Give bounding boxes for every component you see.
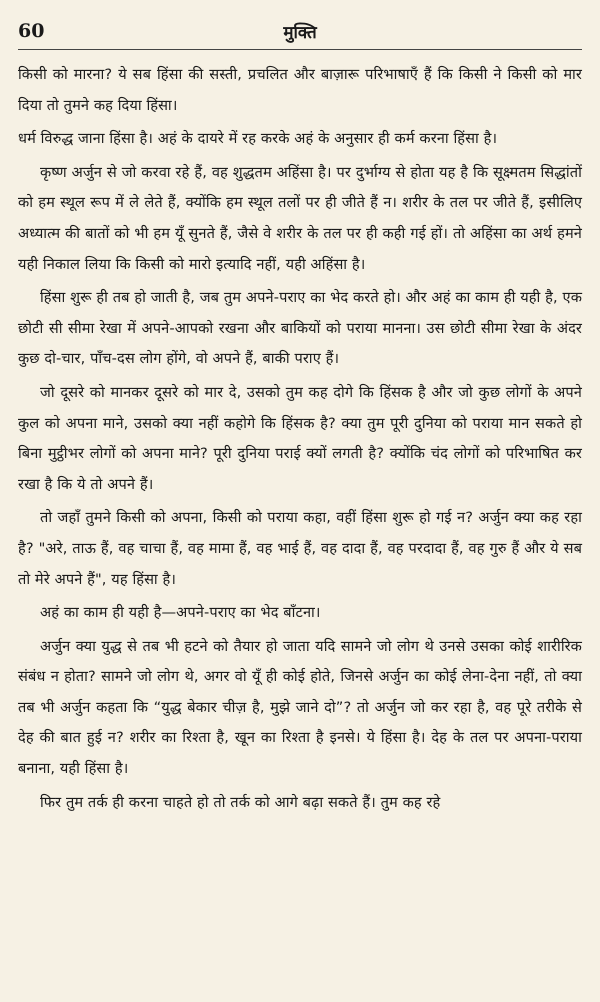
paragraph: धर्म विरुद्ध जाना हिंसा है। अहं के दायरे में रह करके अहं के अनुसार ही कर्म करना हिंसा है। [18, 130, 498, 148]
paragraph: कृष्ण अर्जुन से जो करवा रहे हैं, वह शुद्धतम अहिंसा है। पर दुर्भाग्य से होता यह है कि सूक्ष्मतम सिद्धांतों को हम स्थूल रूप में ले लेते हैं, क्योंकि हम स्थूल तलों पर ही जीते हैं न। शरीर के तल पर जीते हैं, इसीलिए अध्यात्म की बातों को भी हम यूँ सुनते हैं, जैसे वे शरीर के तल पर ही कही गई हों। तो अहिंसा का अर्थ हमने यही निकाल लिया कि किसी को मारो इत्यादि नहीं, यही अहिंसा है। [18, 163, 582, 273]
paragraph: फिर तुम तर्क ही करना चाहते हो तो तर्क को आगे बढ़ा सकते हैं। तुम कह रहे [40, 793, 441, 811]
running-title: मुक्ति [283, 23, 317, 43]
paragraph: तो जहाँ तुमने किसी को अपना, किसी को पराया कहा, वहीं हिंसा शुरू हो गई न? अर्जुन क्या कह रहा है? "अरे, ताऊ हैं, वह चाचा हैं, वह मामा हैं, वह भाई हैं, वह दादा हैं, वह परदादा हैं, वह गुरु हैं और ये सब तो मेरे अपने हैं", यह हिंसा है। [18, 509, 582, 588]
paragraph: जो दूसरे को मानकर दूसरे को मार दे, उसको तुम कह दोगे कि हिंसक है और जो कुछ लोगों के अपने कुल को अपना माने, उसको क्या नहीं कहोगे कि हिंसक है? क्या तुम पूरी दुनिया को पराया मान सकते हो बिना मुट्ठीभर लोगों को अपना माने? पूरी दुनिया पराई क्यों लगती है? क्योंकि चंद लोगों को परिभाषित कर रखा है कि ये तो अपने हैं। [18, 383, 582, 493]
page-number: 60 [18, 20, 45, 42]
paragraph: अहं का काम ही यही है—अपने-पराए का भेद बाँटना। [40, 604, 321, 622]
page-header [18, 18, 582, 52]
header-rule [18, 49, 582, 50]
paragraph: अर्जुन क्या युद्ध से तब भी हटने को तैयार हो जाता यदि सामने जो लोग थे उनसे उसका कोई शारीरिक संबंध न होता? सामने जो लोग थे, अगर वो यूँ ही कोई होते, जिनसे अर्जुन का कोई लेना-देना नहीं, तो क्या तब भी अर्जुन कहता कि “युद्ध बेकार चीज़ है, मुझे जाने दो”? तो अर्जुन जो कर रहा है, वह पूरे तरीके से देह की बात हुई न? शरीर का रिश्ता है, खून का रिश्ता है इनसे। ये हिंसा है। देह के तल पर अपना-पराया बनाना, यही हिंसा है। [18, 637, 582, 778]
paragraph: किसी को मारना? ये सब हिंसा की सस्ती, प्रचलित और बाज़ारू परिभाषाएँ हैं कि किसी ने किसी को मार दिया तो तुमने कह दिया हिंसा। [18, 66, 582, 114]
body-text [18, 60, 582, 818]
paragraph: हिंसा शुरू ही तब हो जाती है, जब तुम अपने-पराए का भेद करते हो। और अहं का काम ही यही है, एक छोटी सी सीमा रेखा में अपने-आपको रखना और बाकियों को पराया मानना। उस छोटी सीमा रेखा के अंदर कुछ दो-चार, पाँच-दस लोग होंगे, वो अपने हैं, बाकी पराए हैं। [18, 289, 582, 368]
